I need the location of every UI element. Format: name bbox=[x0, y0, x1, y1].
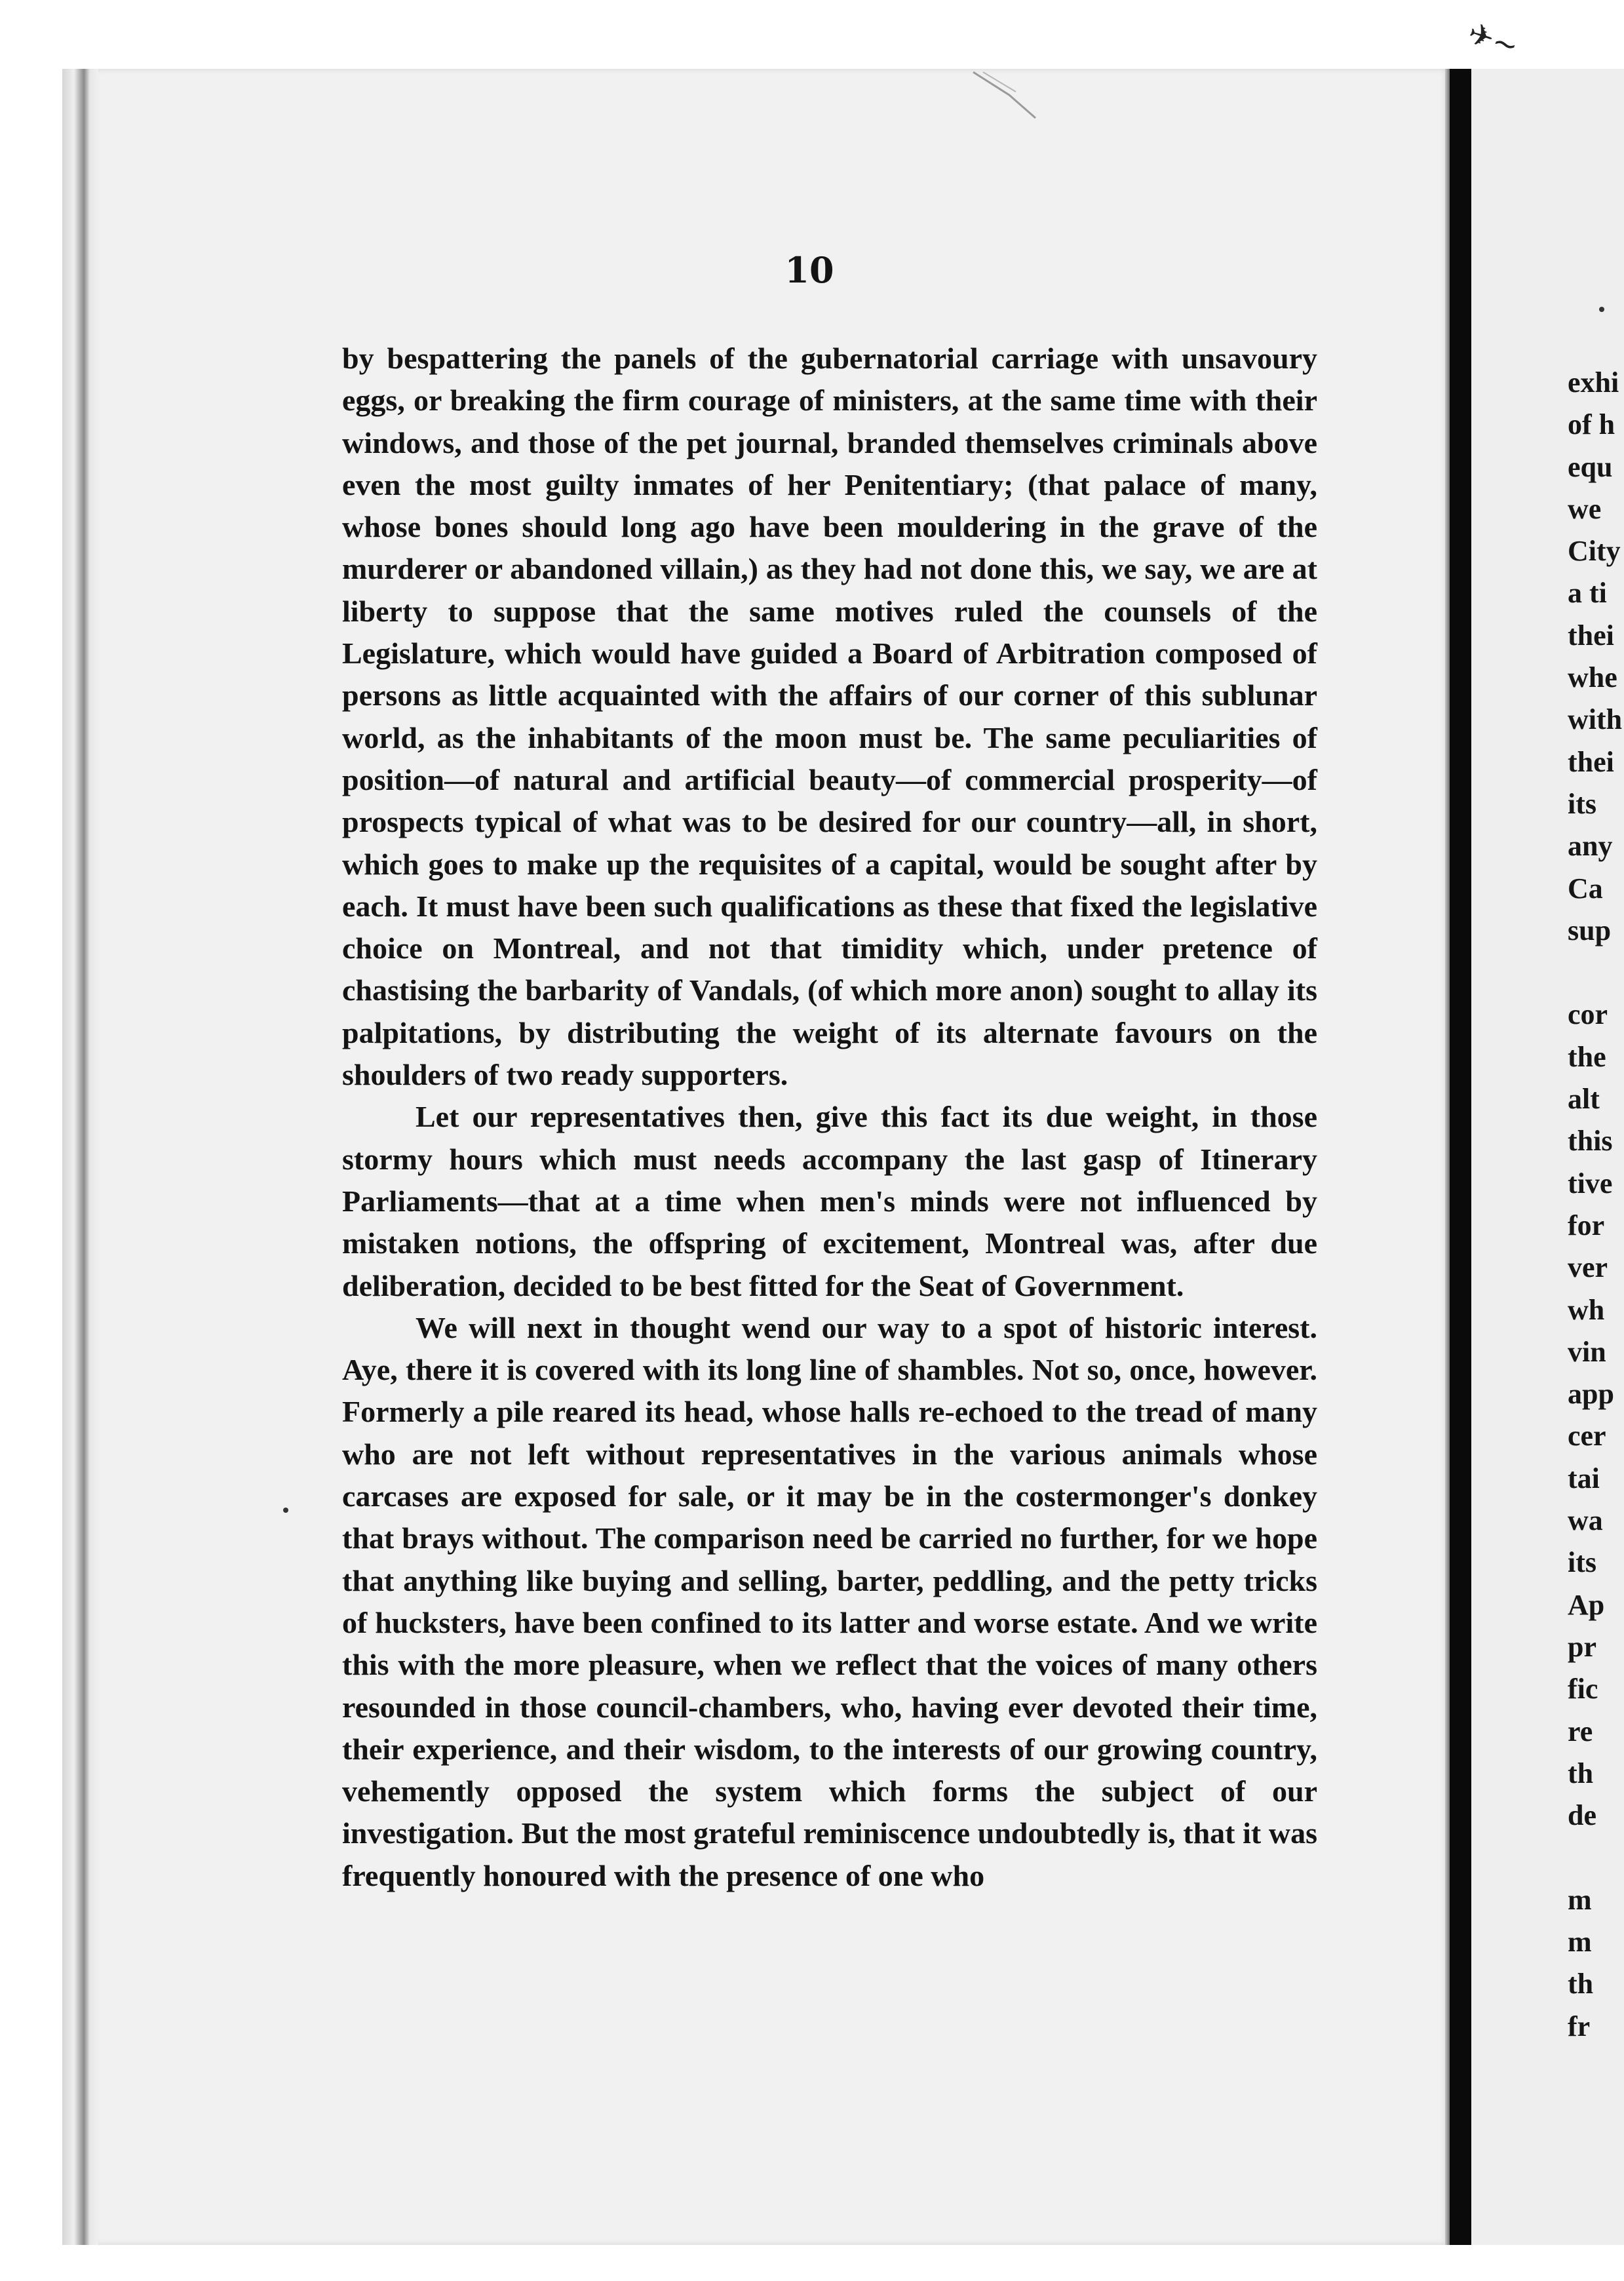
book-spine bbox=[62, 69, 102, 2245]
adjacent-page-text bbox=[1568, 362, 1624, 2048]
adjacent-line: app bbox=[1568, 1378, 1614, 1411]
adjacent-line: re bbox=[1568, 1715, 1593, 1747]
body-text bbox=[342, 338, 1317, 1897]
adjacent-line: vin bbox=[1568, 1335, 1606, 1368]
scan-corner-mark: ✈~ bbox=[1463, 14, 1523, 65]
page-number: 10 bbox=[784, 249, 834, 291]
adjacent-line: of h bbox=[1568, 408, 1615, 441]
adjacent-line: with bbox=[1568, 703, 1623, 736]
adjacent-line: Ca bbox=[1568, 872, 1603, 905]
adjacent-line: its bbox=[1568, 787, 1596, 820]
adjacent-line: m bbox=[1568, 1925, 1592, 1958]
adjacent-line: alt bbox=[1568, 1083, 1600, 1116]
adjacent-line: the bbox=[1568, 1040, 1606, 1073]
adjacent-line: fr bbox=[1568, 2010, 1591, 2042]
adjacent-line: ver bbox=[1568, 1251, 1608, 1284]
adjacent-line: equ bbox=[1568, 450, 1613, 483]
adjacent-line: wh bbox=[1568, 1293, 1605, 1326]
adjacent-line: this bbox=[1568, 1125, 1613, 1158]
adjacent-line: sup bbox=[1568, 914, 1612, 946]
page-crease-mark bbox=[970, 69, 1042, 121]
adjacent-line: City bbox=[1568, 535, 1621, 568]
adjacent-line: th bbox=[1568, 1757, 1594, 1789]
adjacent-line: whe bbox=[1568, 661, 1617, 694]
adjacent-line: for bbox=[1568, 1209, 1605, 1241]
ink-speck bbox=[1599, 307, 1604, 312]
adjacent-line: Ap bbox=[1568, 1588, 1605, 1621]
adjacent-line: cor bbox=[1568, 998, 1608, 1031]
adjacent-line: fic bbox=[1568, 1673, 1598, 1706]
adjacent-line: thei bbox=[1568, 745, 1614, 778]
adjacent-line: tive bbox=[1568, 1167, 1613, 1199]
adjacent-line: de bbox=[1568, 1799, 1596, 1832]
ink-speck bbox=[283, 1508, 288, 1513]
adjacent-line: tai bbox=[1568, 1462, 1600, 1494]
adjacent-line: m bbox=[1568, 1883, 1592, 1916]
adjacent-line: th bbox=[1568, 1968, 1594, 2000]
paragraph: We will next in thought wend our way to a spot of historic interest. Aye, there it is covered with its long line of shambles. Not so, once, however. Formerly a pile reared its head, whose halls re-echoed to the tread of many who are not left without representatives in the various animals whose carcases are exposed for sale, or it may be in the costermonger's donkey that brays without. The comparison need be carried no further, for we hope that anything like buying and selling, barter, peddling, and the petty tricks of hucksters, have been confined to its latter and worse estate. And we write this with the more pleasure, when we reflect that the voices of many others resounded in those council-chambers, who, having ever devoted their time, their experience, and their wisdom, to the interests of our growing country, vehemently opposed the system which forms the subject of our investigation. But the most grateful reminiscence undoubtedly is, that it was frequently honoured with the presence of one who bbox=[342, 1310, 1317, 1892]
adjacent-line: exhi bbox=[1568, 366, 1619, 399]
paragraph: Let our representatives then, give this fact its due weight, in those stormy hours which must needs accompany the last gasp of Itinerary Parliaments—that at a time when men's minds were not influenced by mistaken notions, the offspring of excitement, Montreal was, after due deliberation, decided to be best fitted for the Seat of Government. bbox=[342, 1100, 1317, 1302]
paragraph: by bespattering the panels of the gubernatorial carriage with unsavoury eggs, or breaking the firm courage of ministers, at the same time with their windows, and those of the pet journal, branded themselves criminals above even the most guilty inmates of her Penitentiary; (that palace of many, whose bones should long ago have been mouldering in the grave of the murderer or abandoned villain,) as they had not done this, we say, we are at liberty to suppose that the same motives ruled the counsels of the Legislature, which would have guided a Board of Arbitration composed of persons as little acquainted with the affairs of our corner of this sublunar world, as the inhabitants of the moon must be. The same peculiarities of position—of natural and artificial beauty—of commercial prosperity—of prospects typical of what was to be desired for our country—all, in short, which goes to make up the requisites of a capital, would be sought after by each. It must have been such qualifications as these that fixed the legislative choice on Montreal, and not that timidity which, under pretence of chastising the barbarity of Vandals, (of which more anon) sought to allay its palpitations, by distributing the weight of its alternate favours on the shoulders of two ready supporters. bbox=[342, 341, 1317, 1092]
adjacent-line: wa bbox=[1568, 1504, 1603, 1537]
adjacent-line: its bbox=[1568, 1546, 1596, 1579]
adjacent-line: pr bbox=[1568, 1630, 1596, 1663]
adjacent-line: a ti bbox=[1568, 577, 1607, 610]
adjacent-line: any bbox=[1568, 830, 1613, 863]
adjacent-line: cer bbox=[1568, 1420, 1606, 1452]
adjacent-line: thei bbox=[1568, 619, 1614, 652]
adjacent-line: we bbox=[1568, 492, 1602, 525]
